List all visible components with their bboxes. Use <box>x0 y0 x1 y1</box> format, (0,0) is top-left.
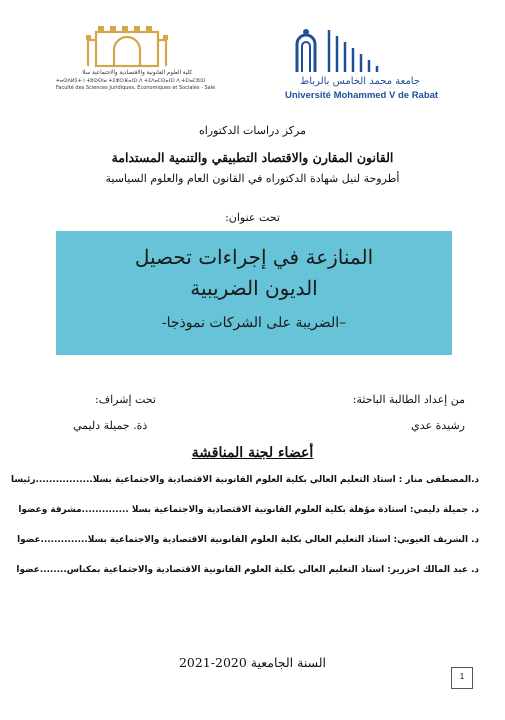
jury-member: د. عبد المالك أحزرير: أستاذ التعليم العالي بكلية العلوم القانونية الاقتصادية والاجتماعية بمكناس........عضوا <box>16 565 479 575</box>
preparation-label: من إعداد الطالبة الباحثة: <box>352 393 465 406</box>
jury-title: أعضاء لجنة المناقشة <box>191 445 314 461</box>
faculty-name-french: Faculté des Sciences Juridiques, Economiques et Sociales - Salé <box>56 85 216 91</box>
title-line-2: الديون الضريبية <box>190 276 318 300</box>
page-number-box <box>451 667 473 689</box>
title-line-3: –الضريبة على الشركات نموذجا- <box>161 315 347 331</box>
student-name: رشيدة عدي <box>411 419 465 432</box>
under-title-label: تحت عنوان: <box>225 211 280 224</box>
jury-member: د. جميلة دليمي: أستاذة مؤهلة بكلية العلوم القانونية الاقتصادية والاجتماعية بسلا ..............مشرفة وعضوا <box>18 505 479 515</box>
title-banner <box>56 231 452 355</box>
supervisor-name: ذة. جميلة دليمي <box>73 419 148 432</box>
university-name-arabic: جامعة محمد الخامس بالرباط <box>299 76 421 87</box>
faculty-name-arabic: كلية العلوم القانونية والاقتصادية والاجتماعية سلا <box>82 70 192 76</box>
academic-year: السنة الجامعية 2020-2021 <box>178 655 327 670</box>
title-line-1: المنازعة في إجراءات تحصيل <box>134 245 374 269</box>
doctoral-center-name: مركز دراسات الدكتوراه <box>198 124 306 137</box>
university-emblem-icon <box>285 22 435 78</box>
jury-member: د.المصطفى منار : أستاذ التعليم العالي بكلية العلوم القانونية الاقتصادية والاجتماعية بسلا.................رئيسا <box>11 475 479 485</box>
faculty-gate-icon <box>62 22 192 68</box>
jury-member: د. الشريف الغيوبي: أستاذ التعليم العالي بكلية العلوم القانونية الاقتصادية والاجتماعية بسلا..............عضوا <box>17 535 479 545</box>
university-logo <box>285 22 439 104</box>
program-name: القانون المقارن والاقتصاد التطبيقي والتنمية المستدامة <box>111 150 394 165</box>
faculty-name-tifinagh: ⵜⴰⵙⴷⵍⵉⵜ ⵏ ⵜⵓⵙⵙⵏⴰ ⵜⵉⵣⵔⴼⴰⵏⵉⵏ ⴷ ⵜⵉⴷⴰⵎⵙⴰⵏⵉⵏ ⴷ ⵜⵉⵏⴰⵎⵓⵏⵉⵏ <box>56 78 206 84</box>
faculty-logo <box>56 22 216 108</box>
page-number: 1 <box>459 672 465 681</box>
university-name-latin: Université Mohammed V de Rabat <box>285 90 439 101</box>
supervision-label: تحت إشراف: <box>95 393 156 406</box>
thesis-note: أطروحة لنيل شهادة الدكتوراه في القانون العام والعلوم السياسية <box>105 172 400 185</box>
